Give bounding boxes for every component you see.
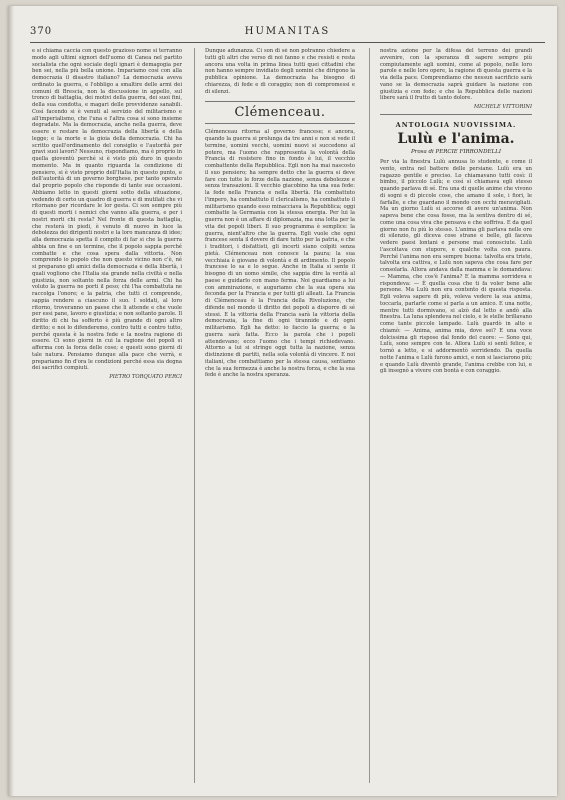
page-number: 370 <box>30 26 53 37</box>
section-title: Clémenceau. <box>205 101 355 124</box>
story-byline: Prosa di PERCIE FIRRONDELLI <box>410 149 501 155</box>
page <box>8 6 557 796</box>
divider <box>380 114 532 115</box>
running-title: HUMANITAS <box>244 26 331 37</box>
column-middle <box>205 48 355 788</box>
article-signature: MICHELE VITTORINI <box>473 104 532 110</box>
article-text: e si chiama caccia con questo grazioso nome si terranno modo agli ultimi signori dell'uomo di Canea nel partito socialista che ogni sociale degli ignari è demagogia per ben sei, nella più bella unione. Impariamo così con alla democrazia il disastro italiano? La democrazia aveva ordinato la guerra, e l'obbligo a smaltire delle armi dei comuni di Brescia, non la discussione in appello, sul tronco di battaglia, dei motivi della guerra, dei suoi fini, della sua condotta, e magari delle provvidenze sanabili. Così facendo si è venuti al servizio del militarismo e all'imperialismo, che l'una e l'altra cosa si sono insieme degradate. Ma la democrazia, anche nella guerra, deve essere e restare la democrazia della libertà e della legge; e la morte e la gioia della democrazia. Chi ha scritto quell'ordinamento del consiglio e l'autorità per gravi suoi lavori? Nessuno, rispondiamo, ma è proprio in quella gioventù perché si è visto più duro in questo momento. Ma in quanto riguarda la condizione di pensiero, si è visto proprio dell'Italia in questo punto, e dell'autorità di un governo borghese, per tanto operato dal proprio popolo che risponde di tante sue occasioni. Abbiamo letto in questi giorni sotto della situazione, vedendo di certo un quadro di guerra e di mutilati che vi ritornano per ricordare le lor gesta. Ci son sempre più di questi morti i nemici che vanno alla guerra, e per i nostri morti chi resta? Nel fronte di questa battaglia, che resterà in piedi, è venuto di nuovo in luce la debolezza dei dirigenti nostri e la loro mancanza di idee; alla democrazia spetta il compito di far si che la guerra abbia un fine e un termine, che il popolo sappia perché combatte e che cosa spera dalla vittoria. Non comprendo io popolo che non questo vicino non c'è, né si preparano gli amici della democrazia e della libertà, i quali vogliono che l'Italia sia grande nella civiltà e nella giustizia, non soltanto nella forza delle armi. Chi ha voluto la guerra ne porti il peso; chi l'ha combattuta ne raccolga l'onore; e la patria, che tutti ci comprende, sappia rendere a ciascuno il suo. I soldati, al loro ritorno, troveranno un paese che li attende e che vuole per essi pane, lavoro e giustizia; e non soltanto parole. Il diritto di chi ha sofferto è più grande di ogni altro diritto; e noi lo difenderemo, contro tutti e contro tutto, perché questa è la nostra fede e la nostra ragione di essere. Ci sono giorni in cui la ragione dei popoli si afferma con la forza delle cose; e questi sono giorni di tale natura. Pensiamo dunque alla pace che verrà, e prepariamo fin d'ora le condizioni perché essa sia degna dei sacrifici compiuti. <box>32 48 182 372</box>
running-header <box>30 26 545 43</box>
anthology-kicker: ANTOLOGIA NUOVISSIMA. <box>395 121 517 129</box>
column-rule <box>194 48 195 783</box>
article-signature: PIETRO TORQUATO PERCI <box>109 374 182 380</box>
article-text-continued: Dunque adunanza. Ci son di sé non potranno chiedere a tutti gli altri che verso di noi fanno e che resisti e resta ancora una volta in prima linea tutti quei cittadini che non hanno sempre invidiato degli uomini che dirigono la pubblica opinione. La democrazia ha bisogno di chiarezza, di fede e di coraggio; non di compromessi e di silenzi. <box>205 48 355 95</box>
story-title: Lulù e l'anima. <box>397 131 515 147</box>
article-text-continued: nostra azione per la difesa del terreno dei grandi avvenire, con la speranza di sapere sempre più compiutamente agli uomini, come al popolo, nelle loro parole e nelle loro opere, la ragione di questa guerra e la via della pace. Comprendiamo che nessun sacrificio sarà vano se la democrazia saprà guidare la nazione con giustizia e con fede; e che la Repubblica delle nazioni libere sarà il frutto di tanto dolore. <box>380 48 532 102</box>
story-text: Per via la finestra Lulù annusa lo studente, e come il vento, entra nel battere delle persiane. Lulù era un ragazzo gentile e preciso. Lo chiamavano tutti così: il bimbo, il piccolo Lulù; e così si chiamava egli stesso quando parlava di sé. Era una di quelle anime che vivono di sogni e di piccole cose, che amano il sole, i fiori, le farfalle, e che guardano il mondo con occhi meravigliati. Ma un giorno Lulù si accorse di avere un'anima. Non sapeva bene che cosa fosse, ma la sentiva dentro di sé, come una cosa viva che pensava e che soffriva. E da quel giorno non fu più lo stesso. L'anima gli parlava nelle ore di silenzio, gli diceva cose strane e belle, gli faceva vedere paesi lontani e persone mai conosciute. Lulù l'ascoltava con stupore, e qualche volta con paura. Perché l'anima non era sempre buona: talvolta era triste, talvolta era cattiva, e Lulù non sapeva che cosa fare per consolarla. Allora andava dalla mamma e le domandava: — Mamma, che cos'è l'anima? E la mamma sorrideva e rispondeva: — È quella cosa che ti fa voler bene alle persone. Ma Lulù non era contento di questa risposta. Egli voleva sapere di più, voleva vedere la sua anima, toccarla, parlarle come si parla a un amico. E una notte, mentre tutti dormivano, si alzò dal letto e andò alla finestra. La luna splendeva nel cielo, e le stelle brillavano come tante piccole lampade. Lulù guardò in alto e chiamò: — Anima, anima mia, dove sei? E una voce dolcissima gli rispose dal fondo del cuore: — Sono qui, Lulù, sono sempre con te. Allora Lulù si sentì felice, e tornò a letto, e si addormentò sorridendo. Da quella notte l'anima e Lulù furono amici, e non si lasciarono più; e quando Lulù diventò grande, l'anima crebbe con lui, e gli insegnò a vivere con bontà e con coraggio. <box>380 159 532 375</box>
clemenceau-article-text: Clémenceau ritorna al governo francese; e ancora, quando la guerra si prolunga da tre anni e non si vede il termine, uomini vecchi, uomini nuovi si succedono al potere, ma l'uomo che rappresenta la volontà della Francia di resistere fino in fondo è lui, il vecchio combattente della Repubblica. Egli non ha mai nascosto il suo pensiero; ha sempre detto che la guerra si deve fare con tutte le forze della nazione, senza debolezze e senza transazioni. Il vecchio giacobino ha una sua fede: la fede nella Francia e nella libertà. Ha combattuto l'impero, ha combattuto il clericalismo, ha combattuto il militarismo quando esso minacciava la Repubblica; oggi combatte la Germania con la stessa energia. Per lui la guerra non è un affare di diplomazia, ma una lotta per la vita dei popoli liberi. Il suo programma è semplice: la guerra, nient'altro che la guerra. Egli vuole che ogni francese senta il dovere di dare tutto per la patria, e che i traditori, i disfattisti, gli incerti siano colpiti senza pietà. Clémenceau non conosce la paura; la sua vecchiaia è giovane di volontà e di ardimento. Il popolo francese lo sa e lo segue. Anche in Italia si sente il bisogno di un uomo simile, che sappia dire la verità al paese e guidarlo con mano ferma. Noi guardiamo a lui con ammirazione, e auguriamo che la sua opera sia feconda per la Francia e per tutti gli alleati. La Francia di Clémenceau è la Francia della Rivoluzione, che difende nel mondo il diritto dei popoli a disporre di sé stessi. E la vittoria della Francia sarà la vittoria della democrazia, la fine di ogni tirannide e di ogni militarismo. Egli ha detto: io faccio la guerra; e la guerra sarà fatta. Ecco la parola che i popoli attendevano; ecco l'uomo che i tempi richiedevano. Attorno a lui si stringe oggi tutta la nazione, senza distinzione di partiti, nella sola volontà di vincere. E noi italiani, che combattiamo per la stessa causa, sentiamo che la sua fermezza è anche la nostra forza, e che la sua fede è anche la nostra speranza. <box>205 129 355 379</box>
page-gutter <box>8 6 14 796</box>
column-left <box>32 48 182 788</box>
column-right <box>380 48 532 788</box>
column-rule <box>369 48 370 783</box>
